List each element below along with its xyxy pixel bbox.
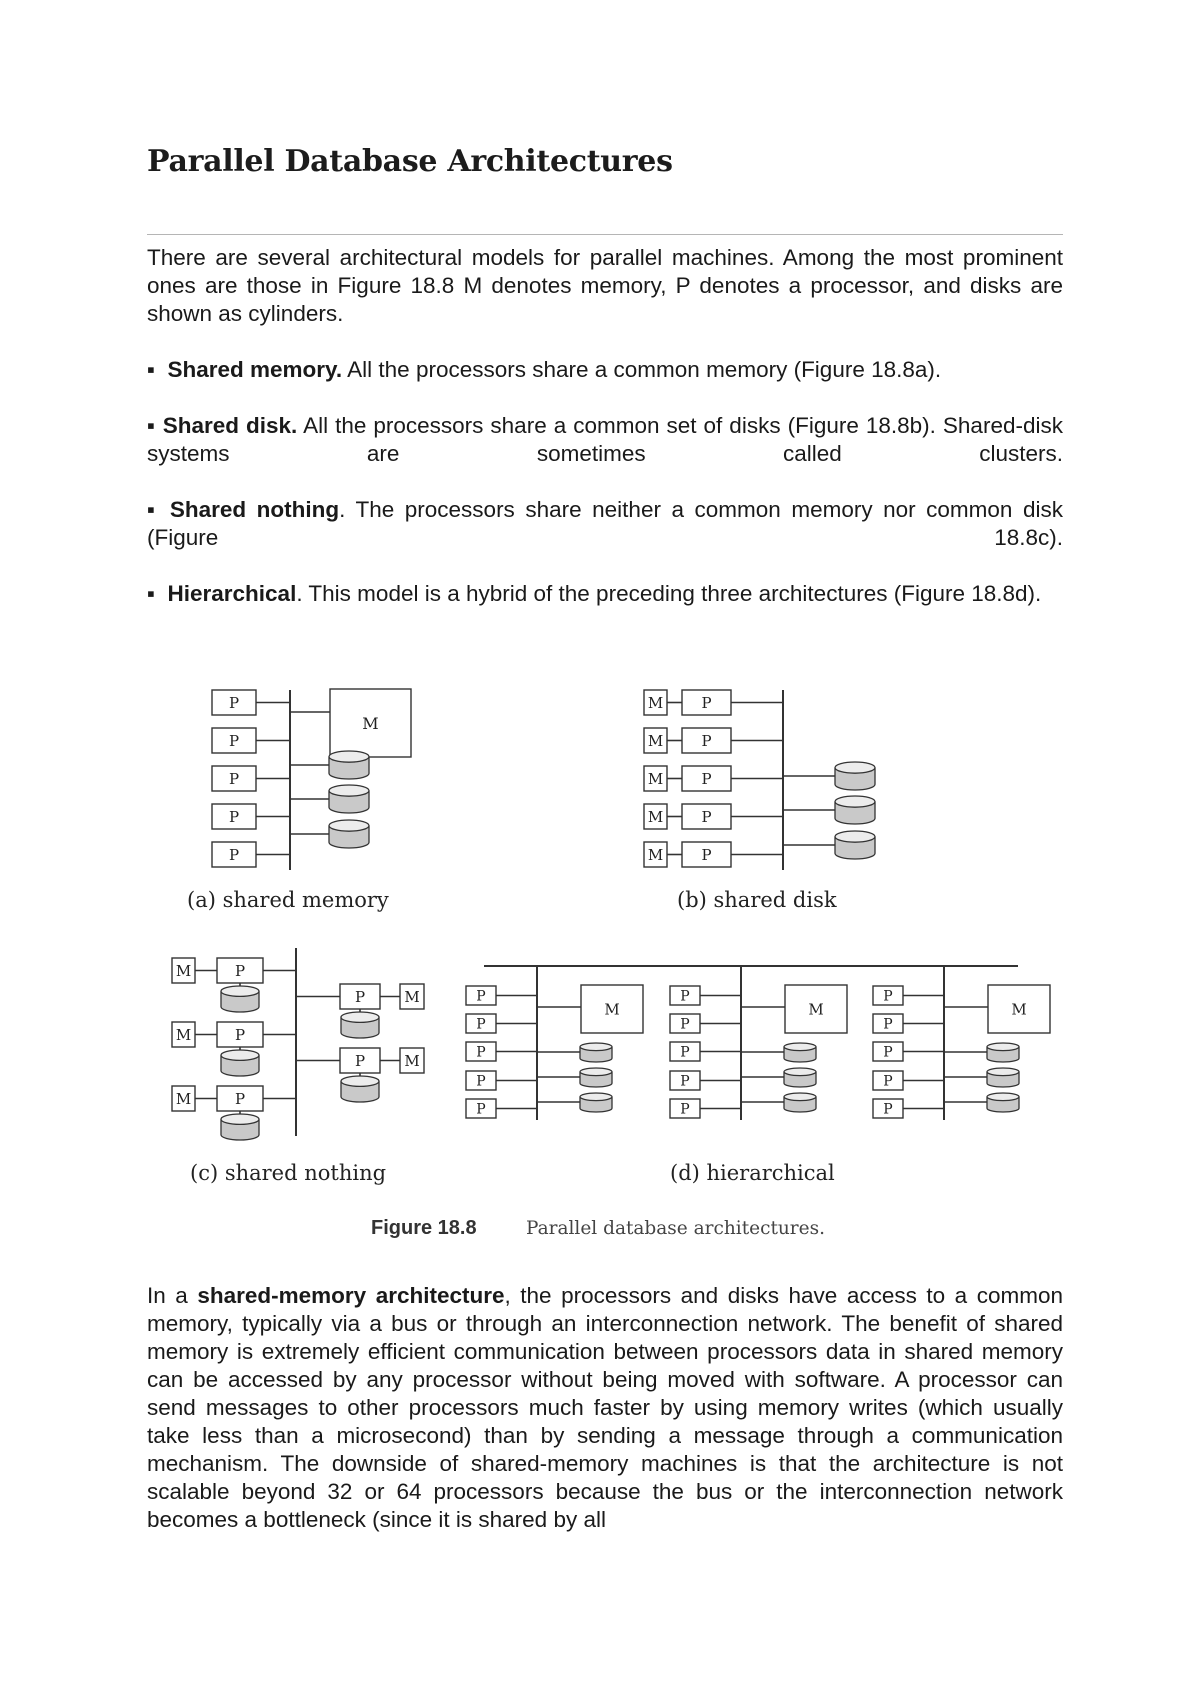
memory-label: M <box>175 961 192 980</box>
memory-label: M <box>808 1000 824 1019</box>
processor-label: P <box>234 961 246 980</box>
disk-top <box>329 751 369 762</box>
disk-top <box>221 1050 259 1060</box>
body-text: , the processors and disks have access to a common memory, typically via a bus or through an interconnection network. The benefit of shared memory is extremely efficient communication between processors data in shared memory can be accessed by any processor without being moved with software. A processor can send messages to other processors much faster by using memory writes (which usually take less than a microsecond) than by sending a message through a communication mechanism. The downside of shared-memory machines is that the architecture is not scalable beyond 32 or 64 processors because the bus or the interconnection network becomes a bottleneck (since it is shared by all <box>147 1283 1063 1532</box>
processor-label: P <box>701 845 712 864</box>
disk-top <box>329 820 369 831</box>
memory-label: M <box>647 807 664 826</box>
bullet-text: . This model is a hybrid of the preceding three architectures (Figure 18.8d). <box>296 581 1042 606</box>
disk-top <box>329 785 369 796</box>
bullet-term: Shared memory. <box>167 357 343 382</box>
disk-top <box>221 986 259 996</box>
processor-label: P <box>701 769 712 788</box>
bullet-marker: ▪ <box>147 357 155 382</box>
disk-top <box>987 1043 1019 1051</box>
caption-a: (a) shared memory <box>187 888 389 912</box>
disk-top <box>580 1068 612 1076</box>
caption-c: (c) shared nothing <box>190 1161 387 1185</box>
disk-top <box>580 1093 612 1101</box>
disk-top <box>784 1093 816 1101</box>
processor-label: P <box>680 1044 690 1061</box>
caption-d: (d) hierarchical <box>670 1161 835 1185</box>
body-term: shared-memory architecture <box>197 1283 505 1308</box>
disk-top <box>341 1012 379 1022</box>
disk-top <box>341 1076 379 1086</box>
bullet-term: Shared nothing <box>169 497 340 522</box>
bullet-text: . The processors share neither a common memory nor common disk (Figure 18.8c). <box>147 497 1063 550</box>
processor-label: P <box>476 1101 486 1118</box>
page-title: Parallel Database Architectures <box>147 144 673 179</box>
memory-label: M <box>404 987 420 1006</box>
disk-top <box>987 1093 1019 1101</box>
memory-label: M <box>362 713 379 733</box>
processor-label: P <box>228 845 240 864</box>
figure-title: Parallel database architectures. <box>526 1218 825 1239</box>
figure-label: Figure 18.8 <box>371 1217 477 1239</box>
body-lead: In a <box>147 1283 198 1308</box>
memory-label: M <box>647 693 664 712</box>
memory-label: M <box>647 845 664 864</box>
disk-top <box>987 1068 1019 1076</box>
memory-label: M <box>647 769 664 788</box>
bullet-marker: ▪ <box>147 497 160 522</box>
memory-label: M <box>175 1025 192 1044</box>
processor-label: P <box>883 1101 893 1118</box>
disk-top <box>835 796 875 807</box>
disk-top <box>580 1043 612 1051</box>
processor-label: P <box>680 988 690 1005</box>
processor-label: P <box>883 1073 893 1090</box>
body-paragraph <box>147 1282 1063 1534</box>
bullet-text: All the processors share a common memory (Figure 18.8a). <box>342 357 942 382</box>
processor-label: P <box>476 988 486 1005</box>
processor-label: P <box>354 987 366 1006</box>
processor-label: P <box>476 1073 486 1090</box>
memory-label: M <box>175 1089 192 1108</box>
memory-label: M <box>604 1000 620 1019</box>
processor-label: P <box>228 693 240 712</box>
processor-label: P <box>883 988 893 1005</box>
processor-label: P <box>228 731 240 750</box>
processor-label: P <box>701 693 712 712</box>
processor-label: P <box>680 1016 690 1033</box>
caption-b: (b) shared disk <box>677 888 837 912</box>
processor-label: P <box>354 1051 366 1070</box>
processor-label: P <box>228 807 240 826</box>
intro-paragraph: There are several architectural models for parallel machines. Among the most prominent ones are those in Figure 18.8 M denotes memory, P denotes a processor, and disks are shown as cylinders. <box>147 245 1063 326</box>
processor-label: P <box>883 1044 893 1061</box>
processor-label: P <box>701 807 712 826</box>
processor-label: P <box>680 1073 690 1090</box>
processor-label: P <box>883 1016 893 1033</box>
processor-label: P <box>680 1101 690 1118</box>
bullet-term: Shared disk. <box>162 413 298 438</box>
processor-label: P <box>476 1016 486 1033</box>
bullet-term: Hierarchical <box>167 581 297 606</box>
processor-label: P <box>234 1089 246 1108</box>
bullet-marker: ▪ <box>147 581 155 606</box>
processor-label: P <box>228 769 240 788</box>
disk-top <box>835 762 875 773</box>
disk-top <box>784 1043 816 1051</box>
disk-top <box>221 1114 259 1124</box>
processor-label: P <box>701 731 712 750</box>
processor-label: P <box>234 1025 246 1044</box>
memory-label: M <box>404 1051 420 1070</box>
disk-top <box>835 831 875 842</box>
memory-label: M <box>647 731 664 750</box>
memory-label: M <box>1011 1000 1027 1019</box>
disk-top <box>784 1068 816 1076</box>
bullet-text: All the processors share a common set of disks (Figure 18.8b). Shared-disk systems are sometimes called clusters. <box>147 413 1063 466</box>
bullet-marker: ▪ <box>147 413 156 438</box>
processor-label: P <box>476 1044 486 1061</box>
